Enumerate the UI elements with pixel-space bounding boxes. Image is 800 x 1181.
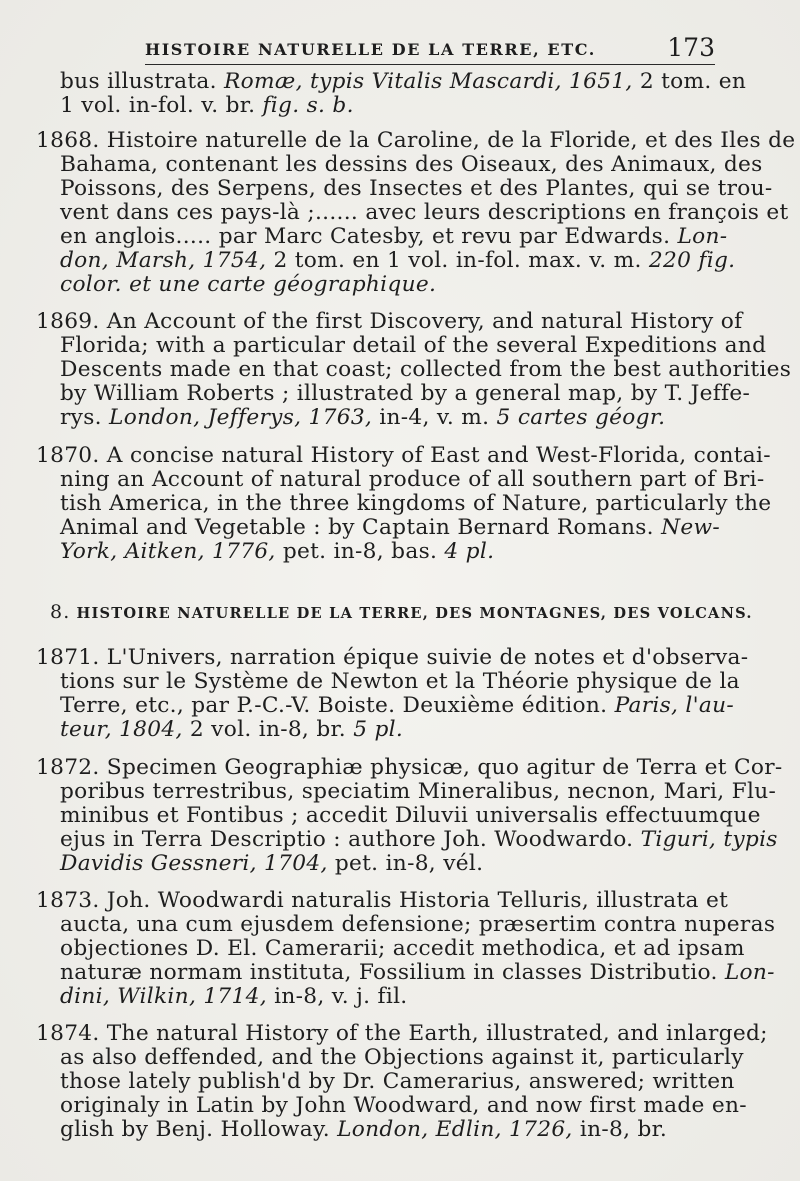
entry-line: as also deffended, and the Objections against it, particularly xyxy=(60,1045,744,1070)
entry-line: en anglois..... par Marc Catesby, et revu par Edwards. Lon- xyxy=(60,224,728,249)
entry-line: 1868. Histoire naturelle de la Caroline, de la Floride, et des Iles de xyxy=(36,128,796,153)
entry-number: 1869. xyxy=(36,309,100,334)
entry-line: 1871. L'Univers, narration épique suivie de notes et d'observa- xyxy=(36,645,749,670)
entry-line: 1874. The natural History of the Earth, illustrated, and inlarged; xyxy=(36,1021,768,1046)
running-head: HISTOIRE NATURELLE DE LA TERRE, ETC. xyxy=(145,40,596,59)
entry-line: those lately publish'd by Dr. Camerarius, answered; written xyxy=(60,1069,735,1094)
entry-line: naturæ normam instituta, Fossilium in classes Distributio. Lon- xyxy=(60,960,775,985)
entry-line: 1870. A concise natural History of East and West-Florida, contai- xyxy=(36,443,771,468)
entry-number: 1871. xyxy=(36,645,100,670)
entry-line: originaly in Latin by John Woodward, and now first made en- xyxy=(60,1093,747,1118)
entry-line: 1869. An Account of the first Discovery, and natural History of xyxy=(36,309,743,334)
entry-line: teur, 1804, 2 vol. in-8, br. 5 pl. xyxy=(60,717,404,742)
entry-line: Descents made en that coast; collected from the best authorities xyxy=(60,357,792,382)
entry-line: York, Aitken, 1776, pet. in-8, bas. 4 pl. xyxy=(60,539,495,564)
continuation-line: 1 vol. in-fol. v. br. fig. s. b. xyxy=(60,93,354,118)
entry-line: objectiones D. El. Camerarii; accedit methodica, et ad ipsam xyxy=(60,936,745,961)
entry-line: by William Roberts ; illustrated by a general map, by T. Jeffe- xyxy=(60,381,751,406)
entry-number: 1870. xyxy=(36,443,100,468)
entry-line: vent dans ces pays-là ;...... avec leurs descriptions en françois et xyxy=(60,200,789,225)
entry-line: Florida; with a particular detail of the several Expeditions and xyxy=(60,333,767,358)
entry-line: rys. London, Jefferys, 1763, in-4, v. m. 5 cartes géogr. xyxy=(60,405,666,430)
entry-line: tions sur le Système de Newton et la Théorie physique de la xyxy=(60,669,740,694)
entry-line: Animal and Vegetable : by Captain Bernard Romans. New- xyxy=(60,515,721,540)
entry-line: ejus in Terra Descriptio : authore Joh. Woodwardo. Tiguri, typis xyxy=(60,827,778,852)
entry-line: color. et une carte géographique. xyxy=(60,272,437,297)
page-header xyxy=(145,34,715,65)
page-number: 173 xyxy=(667,33,715,62)
entry-line: 1872. Specimen Geographiæ physicæ, quo agitur de Terra et Cor- xyxy=(36,755,783,780)
entry-line: dini, Wilkin, 1714, in-8, v. j. fil. xyxy=(60,984,408,1009)
entry-line: ning an Account of natural produce of all southern part of Bri- xyxy=(60,467,765,492)
entry-line: aucta, una cum ejusdem defensione; præsertim contra nuperas xyxy=(60,912,776,937)
entry-line: poribus terrestribus, speciatim Mineralibus, necnon, Mari, Flu- xyxy=(60,779,777,804)
entry-line: Terre, etc., par P.-C.-V. Boiste. Deuxième édition. Paris, l'au- xyxy=(60,693,735,718)
section-heading: 8. HISTOIRE NATURELLE DE LA TERRE, DES MONTAGNES, DES VOLCANS. xyxy=(50,601,753,623)
entry-line: don, Marsh, 1754, 2 tom. en 1 vol. in-fol. max. v. m. 220 fig. xyxy=(60,248,736,273)
continuation-line: bus illustrata. Romæ, typis Vitalis Mascardi, 1651, 2 tom. en xyxy=(60,69,747,94)
entry-number: 1872. xyxy=(36,755,100,780)
entry-number: 1868. xyxy=(36,128,100,153)
entry-number: 1873. xyxy=(36,888,100,913)
entry-line: Davidis Gessneri, 1704, pet. in-8, vél. xyxy=(60,851,484,876)
entry-number: 1874. xyxy=(36,1021,100,1046)
entry-line: 1873. Joh. Woodwardi naturalis Historia Telluris, illustrata et xyxy=(36,888,729,913)
entry-line: glish by Benj. Holloway. London, Edlin, 1726, in-8, br. xyxy=(60,1117,668,1142)
entry-line: Poissons, des Serpens, des Insectes et des Plantes, qui se trou- xyxy=(60,176,773,201)
entry-line: tish America, in the three kingdoms of Nature, particularly the xyxy=(60,491,772,516)
entry-line: minibus et Fontibus ; accedit Diluvii universalis effectuumque xyxy=(60,803,761,828)
entry-line: Bahama, contenant les dessins des Oiseaux, des Animaux, des xyxy=(60,152,763,177)
